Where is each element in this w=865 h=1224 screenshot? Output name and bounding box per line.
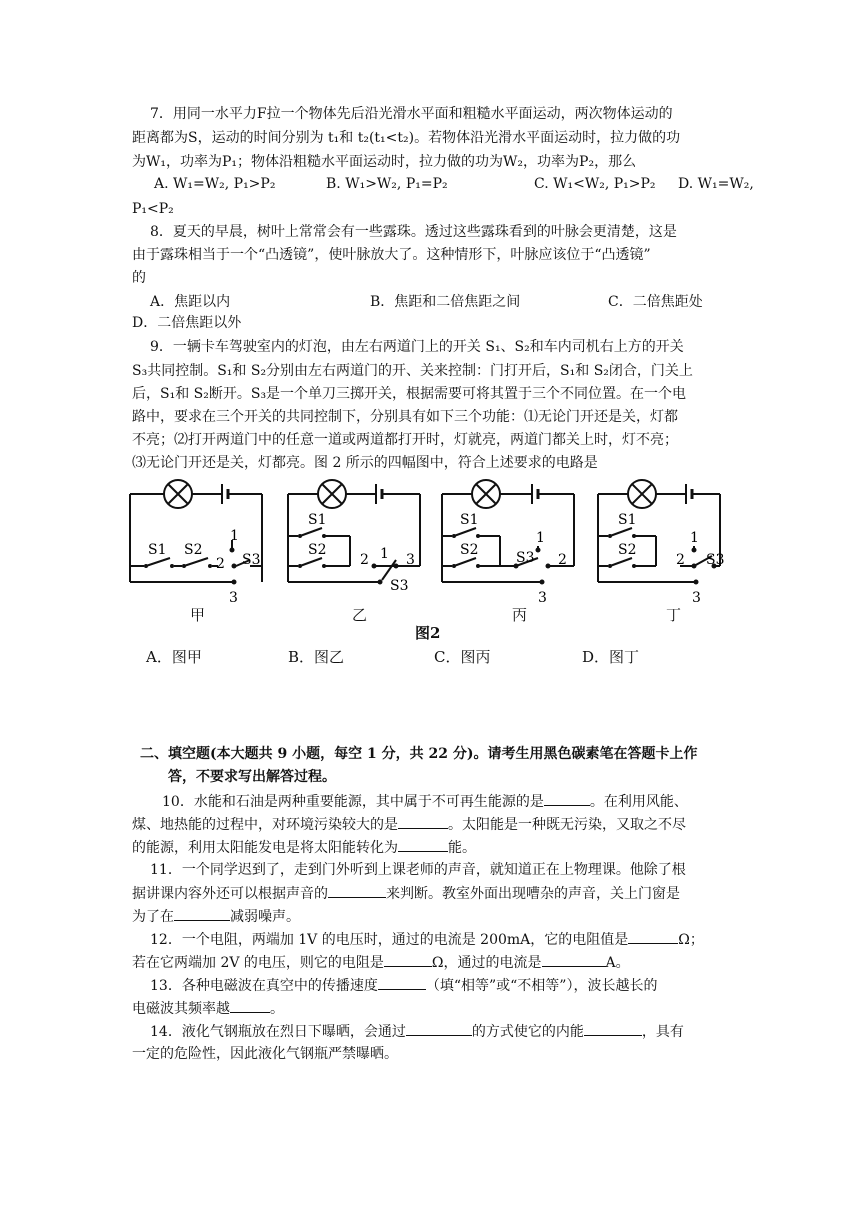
switch-label-s1: S1 [148,542,167,558]
switch-label-s3: S3 [242,552,261,568]
position-label-3: 3 [692,590,701,606]
position-label-2: 2 [216,556,225,572]
diagram-label-yi: 乙 [352,606,368,624]
switch-label-s2: S2 [618,542,637,558]
q7-line-3: 为W₁，功率为P₁；物体沿粗糙水平面运动时，拉力做的功为W₂，功率为P₂，那么 [132,154,637,170]
q14-line-2: 一定的危险性，因此液化气钢瓶严禁曝晒。 [132,1046,398,1062]
position-label-3: 3 [538,590,547,606]
q7-option-d[interactable]: D. W₁=W₂, [678,176,754,192]
switch-label-s2: S2 [184,542,203,558]
q13-blank-1[interactable] [378,975,426,990]
q12-blank-3[interactable] [542,952,606,967]
q9-options [146,646,796,666]
q9-option-c[interactable]: C．图丙 [434,648,491,666]
q9-option-b[interactable]: B．图乙 [288,648,345,666]
q9-line-3: 后，S₁和 S₂断开。S₃是一个单刀三掷开关，根据需要可将其置于三个不同位置。在一个电 [132,386,687,402]
q7-options [132,176,782,196]
switch-label-s1: S1 [308,512,327,528]
q12-line-2: 若在它两端加 2V 的电压，则它的电阻是 Ω，通过的电流是 A。 [132,952,630,973]
switch-label-s2: S2 [460,542,479,558]
position-label-3: 3 [406,552,415,568]
q12-blank-1[interactable] [628,929,678,944]
q10-blank-2[interactable] [398,814,448,829]
switch-label-s3: S3 [390,578,409,594]
position-label-2: 2 [558,552,567,568]
position-label-2: 2 [676,552,685,568]
q8-option-b[interactable]: B．焦距和二倍焦距之间 [370,294,521,310]
q7-option-b[interactable]: B. W₁>W₂, P₁=P₂ [326,176,448,192]
position-label-1: 1 [380,546,389,562]
q12-blank-2[interactable] [384,952,432,967]
diagram-label-jia: 甲 [190,606,206,624]
q8-line-3: 的 [132,270,146,286]
q10-line-1: 10．水能和石油是两种重要能源，其中属于不可再生能源的是 。在利用风能、 [162,791,688,812]
q13-line-1: 13．各种电磁波在真空中的传播速度 （填“相等”或“不相等”），波长越长的 [150,975,657,996]
position-label-2: 2 [360,552,369,568]
q9-line-4: 路中，要求在三个开关的共同控制下，分别具有如下三个功能：⑴无论门开还是关，灯都 [132,409,678,425]
q13-line-2: 电磁波其频率越 。 [132,998,284,1019]
q11-line-3: 为了在 减弱噪声。 [132,906,300,927]
q11-blank-1[interactable] [328,883,386,898]
q9-line-1: 9．一辆卡车驾驶室内的灯泡，由左右两道门上的开关 S₁、S₂和车内司机右上方的开关 [150,339,684,355]
q9-option-a[interactable]: A．图甲 [146,648,202,666]
q13-blank-2[interactable] [230,998,270,1013]
q8-option-a[interactable]: A．焦距以内 [150,294,231,310]
diagram-label-ding: 丁 [666,606,682,624]
q7-option-a[interactable]: A. W₁=W₂, P₁>P₂ [154,176,276,192]
q10-blank-1[interactable] [544,791,590,806]
section-2-heading-cont: 答，不要求写出解答过程。 [168,769,336,785]
q11-line-1: 11．一个同学迟到了，走到门外听到上课老师的声音，就知道正在上物理课。他除了根 [150,862,686,878]
q14-blank-2[interactable] [584,1021,642,1036]
switch-label-s2: S2 [308,542,327,558]
q9-line-5: 不亮；⑵打开两道门中的任意一道或两道都打开时，灯就亮，两道门都关上时，灯不亮； [132,432,678,448]
q9-line-2: S₃共同控制。S₁和 S₂分别由左右两道门的开、关来控制：门打开后，S₁和 S₂闭合，门关上 [132,363,693,379]
q10-blank-3[interactable] [398,837,448,852]
q12-line-1: 12．一个电阻，两端加 1V 的电压时，通过的电流是 200mA，它的电阻值是 Ω； [150,929,704,950]
q7-line-2: 距离都为S，运动的时间分别为 t₁和 t₂(t₁<t₂)。若物体沿光滑水平面运动时，拉力做的功 [132,130,681,146]
position-label-3: 3 [229,590,238,606]
diagram-label-bing: 丙 [512,606,528,624]
q14-blank-1[interactable] [406,1021,472,1036]
q8-option-d[interactable]: D．二倍焦距以外 [132,315,242,331]
q11-line-2: 据讲课内容外还可以根据声音的 来判断。教室外面出现嘈杂的声音，关上门窗是 [132,883,680,904]
q8-options [132,291,782,311]
q14-line-1: 14．液化气钢瓶放在烈日下曝晒，会通过 的方式使它的内能 ，具有 [150,1021,684,1042]
q8-line-2: 由于露珠相当于一个“凸透镜”，使叶脉放大了。这种情形下，叶脉应该位于“凸透镜” [132,247,651,263]
q10-line-2: 煤、地热能的过程中，对环境污染较大的是 。太阳能是一种既无污染，又取之不尽 [132,814,686,835]
q9-option-d[interactable]: D．图丁 [582,648,640,666]
position-label-1: 1 [536,530,545,546]
q7-line-1: 7．用同一水平力F拉一个物体先后沿光滑水平面和粗糙水平面运动，两次物体运动的 [150,106,673,122]
section-2-heading: 二、填空题(本大题共 9 小题，每空 1 分，共 22 分)。请考生用黑色碳素笔在答题卡上作 [140,746,698,762]
q8-line-1: 8．夏天的早晨，树叶上常常会有一些露珠。透过这些露珠看到的叶脉会更清楚，这是 [150,224,677,240]
q8-option-c[interactable]: C．二倍焦距处 [608,294,703,310]
position-label-1: 1 [690,530,699,546]
q11-blank-2[interactable] [174,906,230,921]
switch-label-s3: S3 [516,550,535,566]
position-label-1: 1 [230,528,239,544]
q7-option-c[interactable]: C. W₁<W₂, P₁>P₂ [534,176,656,192]
switch-label-s1: S1 [618,512,637,528]
q10-line-3: 的能源，利用太阳能发电是将太阳能转化为 能。 [132,837,476,858]
q7-option-d-cont: P₁<P₂ [132,201,174,217]
figure-caption: 图2 [415,624,441,642]
q9-line-6: ⑶无论门开还是关，灯都亮。图 2 所示的四幅图中，符合上述要求的电路是 [132,455,598,471]
switch-label-s3: S3 [706,552,725,568]
switch-label-s1: S1 [460,512,479,528]
